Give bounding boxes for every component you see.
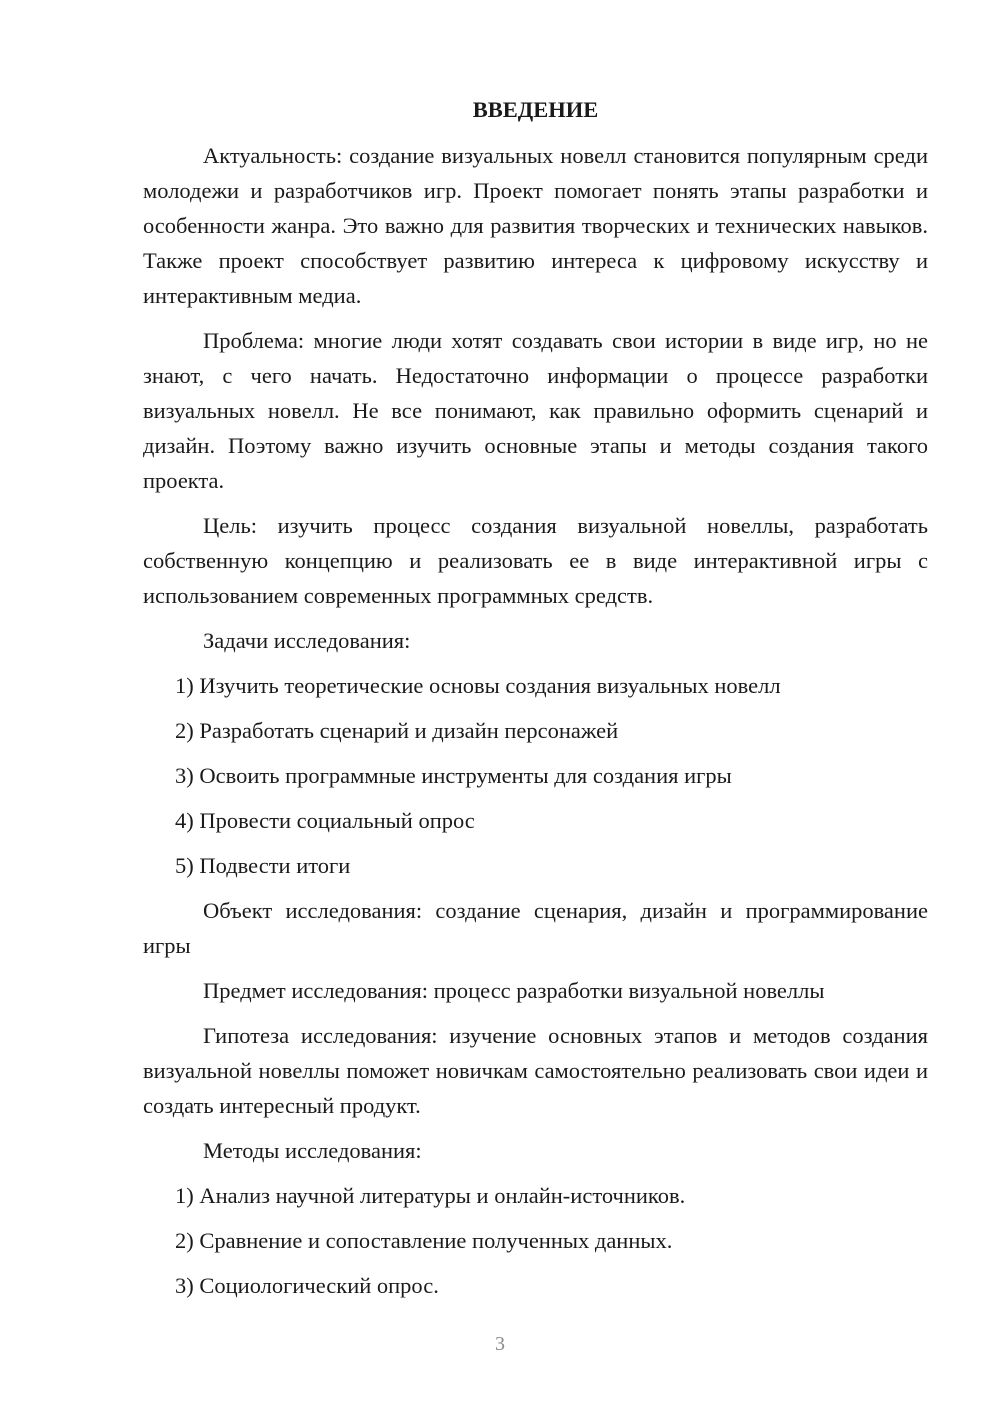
methods-list	[143, 1178, 928, 1303]
list-item: 3) Социологический опрос.	[175, 1273, 439, 1298]
tasks-list	[143, 668, 928, 883]
document-title: ВВЕДЕНИЕ	[472, 97, 599, 122]
tasks-heading: Задачи исследования:	[203, 628, 411, 653]
paragraph-goal: Цель: изучить процесс создания визуальной новеллы, разработать собственную концепцию и реализовать ее в виде интерактивной игры с использованием современных программных средств.	[143, 513, 928, 608]
paragraph-problem: Проблема: многие люди хотят создавать свои истории в виде игр, но не знают, с чего начать. Недостаточно информации о процессе разработки визуальных новелл. Не все понимают, как правильно оформить сценарий и дизайн. Поэтому важно изучить основные этапы и методы создания такого проекта.	[143, 328, 928, 493]
list-item: 3) Освоить программные инструменты для создания игры	[175, 763, 732, 788]
page-number: 3	[495, 1333, 505, 1355]
methods-heading: Методы исследования:	[203, 1138, 422, 1163]
list-item: 4) Провести социальный опрос	[175, 808, 475, 833]
list-item: 2) Разработать сценарий и дизайн персонажей	[175, 718, 619, 743]
paragraph-subject: Предмет исследования: процесс разработки визуальной новеллы	[203, 978, 825, 1003]
paragraph-object: Объект исследования: создание сценария, дизайн и программирование игры	[143, 898, 928, 958]
list-item: 1) Изучить теоретические основы создания визуальных новелл	[175, 673, 781, 698]
list-item: 5) Подвести итоги	[175, 853, 351, 878]
list-item: 1) Анализ научной литературы и онлайн-источников.	[175, 1183, 686, 1208]
document-page	[143, 92, 928, 1313]
paragraph-hypothesis: Гипотеза исследования: изучение основных этапов и методов создания визуальной новеллы поможет новичкам самостоятельно реализовать свои идеи и создать интересный продукт.	[143, 1023, 928, 1118]
paragraph-relevance: Актуальность: создание визуальных новелл становится популярным среди молодежи и разработчиков игр. Проект помогает понять этапы разработки и особенности жанра. Это важно для развития творческих и технических навыков. Также проект способствует развитию интереса к цифровому искусству и интерактивным медиа.	[143, 143, 928, 308]
list-item: 2) Сравнение и сопоставление полученных данных.	[175, 1228, 673, 1253]
